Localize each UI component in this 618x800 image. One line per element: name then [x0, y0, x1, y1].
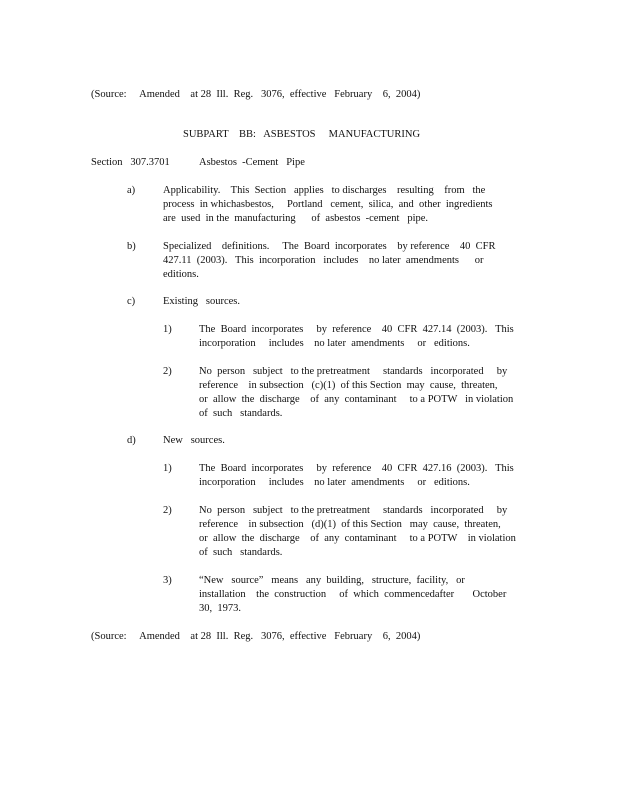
text-line: are used in the manufacturing of asbestos -cement pipe.: [163, 213, 429, 224]
text-line: or allow the discharge of any contaminant to a POTW in violation: [199, 394, 514, 405]
item-d3-label: 3): [163, 575, 172, 586]
text-line: incorporation includes no later amendments or editions.: [199, 338, 470, 349]
text-line: The Board incorporates by reference 40 CFR 427.16 (2003). This: [199, 463, 514, 474]
item-c2-text: [199, 365, 519, 421]
text-line: 30, 1973.: [199, 603, 241, 614]
item-c-label: c): [127, 296, 136, 307]
text-line: of such standards.: [199, 547, 283, 558]
item-d1-text: [199, 462, 519, 490]
item-d2-text: [199, 504, 519, 560]
text-line: The Board incorporates by reference 40 CFR 427.14 (2003). This: [199, 324, 514, 335]
text-line: reference in subsection (d)(1) of this Section may cause, threaten,: [199, 519, 501, 530]
item-a-label: a): [127, 185, 136, 196]
text-line: incorporation includes no later amendments or editions.: [199, 477, 470, 488]
text-line: “New source” means any building, structure, facility, or: [199, 575, 465, 586]
item-b-label: b): [127, 241, 136, 252]
item-b-text: [163, 240, 496, 282]
text-line: editions.: [163, 269, 199, 280]
item-d3-text: [199, 574, 519, 616]
section-number: Section 307.3701: [91, 157, 170, 168]
source-note-bottom: (Source: Amended at 28 Ill. Reg. 3076, effective February 6, 2004): [91, 631, 421, 642]
item-d2-label: 2): [163, 505, 172, 516]
text-line: Specialized definitions. The Board incorporates by reference 40 CFR: [163, 241, 496, 252]
item-c-heading: Existing sources.: [163, 296, 240, 307]
text-line: Applicability. This Section applies to discharges resulting from the: [163, 185, 486, 196]
text-line: No person subject to the pretreatment standards incorporated by: [199, 505, 508, 516]
item-d-heading: New sources.: [163, 435, 225, 446]
subpart-heading: SUBPART BB: ASBESTOS MANUFACTURING: [183, 129, 421, 140]
text-line: or allow the discharge of any contaminant to a POTW in violation: [199, 533, 516, 544]
text-line: reference in subsection (c)(1) of this Section may cause, threaten,: [199, 380, 498, 391]
item-a-text: [163, 184, 493, 226]
text-line: process in whichasbestos, Portland cement, silica, and other ingredients: [163, 199, 493, 210]
item-c1-label: 1): [163, 324, 172, 335]
text-line: of such standards.: [199, 408, 283, 419]
source-note-top: (Source: Amended at 28 Ill. Reg. 3076, effective February 6, 2004): [91, 89, 421, 100]
item-c2-label: 2): [163, 366, 172, 377]
section-title: Asbestos -Cement Pipe: [199, 157, 305, 168]
item-d-label: d): [127, 435, 136, 446]
item-d1-label: 1): [163, 463, 172, 474]
text-line: 427.11 (2003). This incorporation includes no later amendments or: [163, 255, 484, 266]
text-line: No person subject to the pretreatment standards incorporated by: [199, 366, 508, 377]
item-c1-text: [199, 323, 519, 351]
text-line: installation the construction of which commencedafter October: [199, 589, 507, 600]
